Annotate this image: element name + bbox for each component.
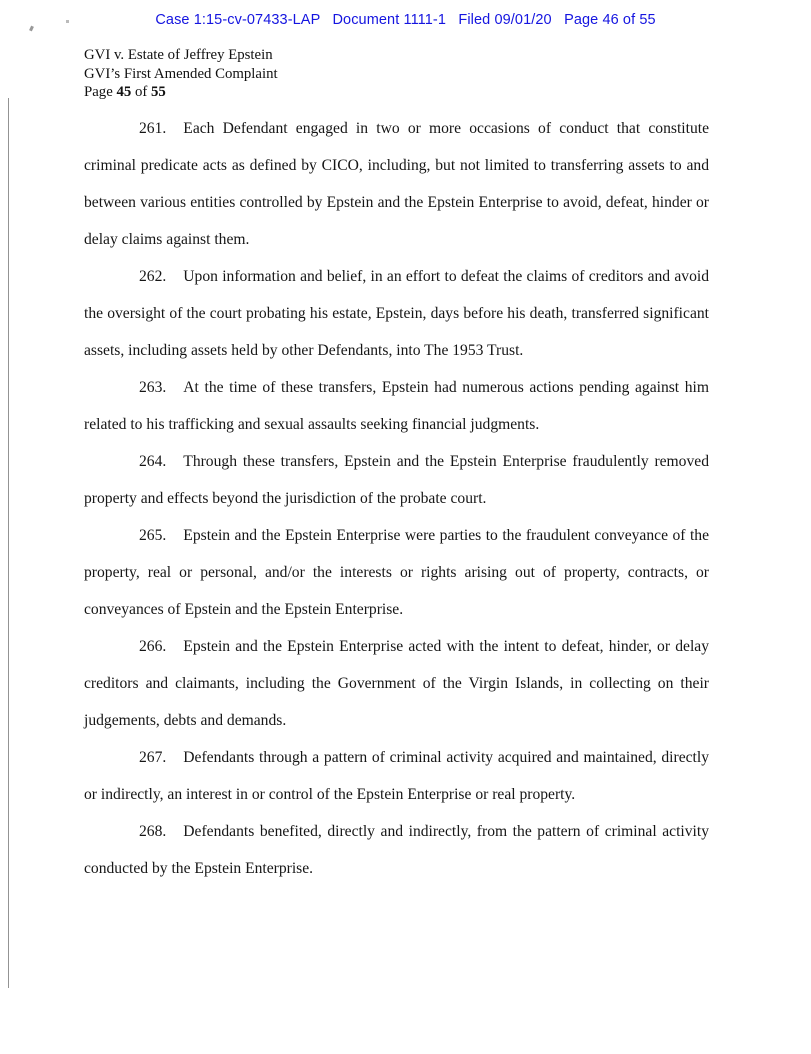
- paragraph-number: 262.: [139, 268, 167, 285]
- paragraph-number: 268.: [139, 823, 167, 840]
- complaint-paragraph: [84, 739, 709, 813]
- scan-artifact-line: [8, 98, 9, 988]
- paragraph-text: At the time of these transfers, Epstein had numerous actions pending against him related to his trafficking and sexual assaults seeking financial judgments.: [84, 379, 709, 433]
- complaint-paragraph: [84, 628, 709, 739]
- paragraph-number: 265.: [139, 527, 167, 544]
- complaint-paragraph: [84, 443, 709, 517]
- paragraph-number: 266.: [139, 638, 167, 655]
- paragraph-text: Each Defendant engaged in two or more occasions of conduct that constitute criminal predicate acts as defined by CICO, including, but not limited to transferring assets to and between various entities controlled by Epstein and the Epstein Enterprise to avoid, defeat, hinder or delay claims against them.: [84, 120, 709, 248]
- document-title-line: GVI’s First Amended Complaint: [84, 65, 278, 82]
- ecf-filing-stamp: Case 1:15-cv-07433-LAP Document 1111-1 Filed 09/01/20 Page 46 of 55: [155, 12, 656, 28]
- document-header: [84, 46, 278, 102]
- paragraph-list: [84, 110, 709, 887]
- case-caption-line: GVI v. Estate of Jeffrey Epstein: [84, 47, 273, 63]
- of-word: of: [131, 84, 151, 100]
- complaint-paragraph: [84, 813, 709, 887]
- paragraph-text: Through these transfers, Epstein and the Epstein Enterprise fraudulently removed property and effects beyond the jurisdiction of the probate court.: [84, 453, 709, 507]
- paragraph-number: 261.: [139, 120, 167, 137]
- paragraph-text: Upon information and belief, in an effort to defeat the claims of creditors and avoid the oversight of the court probating his estate, Epstein, days before his death, transferred significant assets, including assets held by other Defendants, into The 1953 Trust.: [84, 268, 709, 359]
- complaint-paragraph: [84, 110, 709, 258]
- paragraph-text: Epstein and the Epstein Enterprise were parties to the fraudulent conveyance of the property, real or personal, and/or the interests or rights arising out of property, contracts, or conveyances of Epstein and the Epstein Enterprise.: [84, 527, 709, 618]
- complaint-paragraph: [84, 369, 709, 443]
- page-number-line: [84, 83, 278, 102]
- paragraph-number: 267.: [139, 749, 167, 766]
- page-prefix: Page: [84, 84, 117, 100]
- complaint-paragraph: [84, 258, 709, 369]
- paragraph-text: Epstein and the Epstein Enterprise acted with the intent to defeat, hinder, or delay creditors and claimants, including the Government of the Virgin Islands, in collecting on their judgements, debts and demands.: [84, 638, 709, 729]
- paragraph-text: Defendants benefited, directly and indirectly, from the pattern of criminal activity conducted by the Epstein Enterprise.: [84, 823, 709, 877]
- paragraph-number: 263.: [139, 379, 167, 396]
- page-number: 45: [116, 84, 132, 100]
- paragraph-number: 264.: [139, 453, 167, 470]
- paragraph-text: Defendants through a pattern of criminal activity acquired and maintained, directly or indirectly, an interest in or control of the Epstein Enterprise or real property.: [84, 749, 709, 803]
- complaint-paragraph: [84, 517, 709, 628]
- page-total: 55: [151, 84, 166, 100]
